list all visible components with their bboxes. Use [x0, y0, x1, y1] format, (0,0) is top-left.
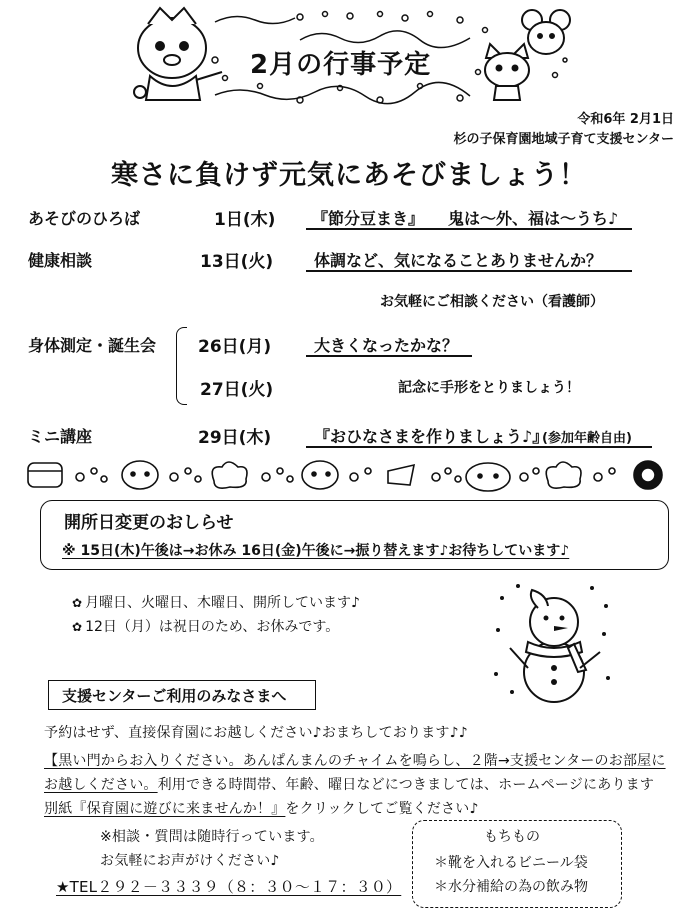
- items-title: もちもの: [484, 829, 540, 845]
- flower-bullet-icon: ✿: [72, 596, 83, 610]
- oni-face-icon: [122, 461, 158, 489]
- notice-title: 開所日変更のおしらせ: [64, 513, 234, 533]
- event-date-lecture: 29日(木): [198, 428, 272, 448]
- call-note: お気軽にお声がけください♪: [100, 853, 280, 869]
- open-days-text-1: 月曜日、火曜日、木曜日、開所しています♪: [85, 595, 360, 611]
- oni-face-icon: [466, 463, 510, 491]
- flower-icon: [212, 462, 247, 488]
- event-desc-setsubun: 『節分豆まき』: [312, 209, 425, 228]
- snack-icon: [28, 463, 62, 487]
- support-line-3-underlined: お越しください。: [44, 777, 158, 793]
- page-title: 2月の行事予定: [250, 50, 432, 80]
- items-line-1: ＊靴を入れるビニール袋: [434, 855, 588, 871]
- support-line-4: [44, 798, 479, 818]
- snowman-illustration: [488, 578, 618, 706]
- event-label-health: 健康相談: [28, 251, 93, 270]
- mouse-illustration: [522, 10, 570, 54]
- issuer-name: 杉の子保育園地域子育て支援センター: [453, 132, 674, 147]
- event-date-health: 13日(火): [200, 252, 274, 272]
- wavy-line-bottom: [215, 82, 470, 103]
- flower-icon: [546, 462, 581, 488]
- open-days-text-2: 12日（月）は祝日のため、お休みです。: [85, 619, 340, 635]
- oni-illustration: [134, 8, 222, 100]
- event-desc-lecture: 『おひなさまを作りましょう♪』: [314, 427, 549, 446]
- support-line-4-underlined: 別紙『保育園に遊びに来ませんか！』: [44, 801, 286, 817]
- underline: [306, 270, 632, 272]
- support-line-3-rest: 利用できる時間帯、年齢、曜日などにつきましては、ホームページにあります: [157, 777, 655, 793]
- event-desc-setsubun-extra: 鬼は～外、福は～うち♪: [448, 209, 619, 228]
- underline: [306, 228, 632, 230]
- event-date-playground: 1日(木): [214, 210, 276, 230]
- issue-date: 令和6年 2月1日: [577, 112, 674, 127]
- consult-note: ※相談・質問は随時行っています。: [100, 829, 324, 845]
- flower-bullet-icon: ✿: [72, 620, 83, 634]
- event-desc-birthday: 記念に手形をとりましょう！: [398, 380, 580, 396]
- support-line-3: [44, 774, 654, 794]
- open-days-line-2: [72, 616, 339, 636]
- event-desc-lecture-age: (参加年齢自由): [542, 431, 632, 446]
- notice-text: ※ 15日(木)午後は→お休み 16日(金)午後に→振り替えます♪お待ちしています♪: [62, 543, 570, 559]
- headline: 寒さに負けず元気にあそびましょう！: [111, 160, 587, 191]
- event-desc-measure: 大きくなったかな？: [314, 336, 459, 355]
- cat-illustration: [485, 44, 529, 100]
- health-note: お気軽にご相談ください（看護師）: [380, 294, 604, 310]
- event-label-measure: 身体測定・誕生会: [28, 336, 157, 355]
- tel-number: ★TEL２９２－３３３９（８：３０～１７：３０）: [56, 878, 402, 896]
- fish-icon: [388, 465, 414, 485]
- event-desc-health: 体調など、気になることありませんか？: [314, 251, 603, 270]
- support-line-2: 【黒い門からお入りください。あんぱんまんのチャイムを鳴らし、２階→支援センターのお部屋に: [44, 753, 666, 769]
- event-label-lecture: ミニ講座: [28, 427, 93, 446]
- support-title: 支援センターご利用のみなさまへ: [62, 687, 287, 705]
- bracket: [176, 327, 187, 405]
- support-line-1: 予約はせず、直接保育園にお越しください♪おまちしております♪♪: [44, 725, 468, 741]
- open-days-line-1: [72, 592, 360, 612]
- oni-face-icon: [302, 461, 338, 489]
- wavy-line-left: [215, 16, 295, 23]
- underline: [306, 355, 472, 357]
- event-date-birthday: 27日(火): [200, 380, 274, 400]
- event-date-measure: 26日(月): [198, 337, 272, 357]
- underline: [306, 446, 652, 448]
- items-line-2: ＊水分補給の為の飲み物: [434, 879, 588, 895]
- decoration-row: [18, 455, 678, 495]
- support-line-4-rest: をクリックしてご覧ください♪: [285, 801, 479, 817]
- event-label-playground: あそびのひろば: [28, 209, 141, 228]
